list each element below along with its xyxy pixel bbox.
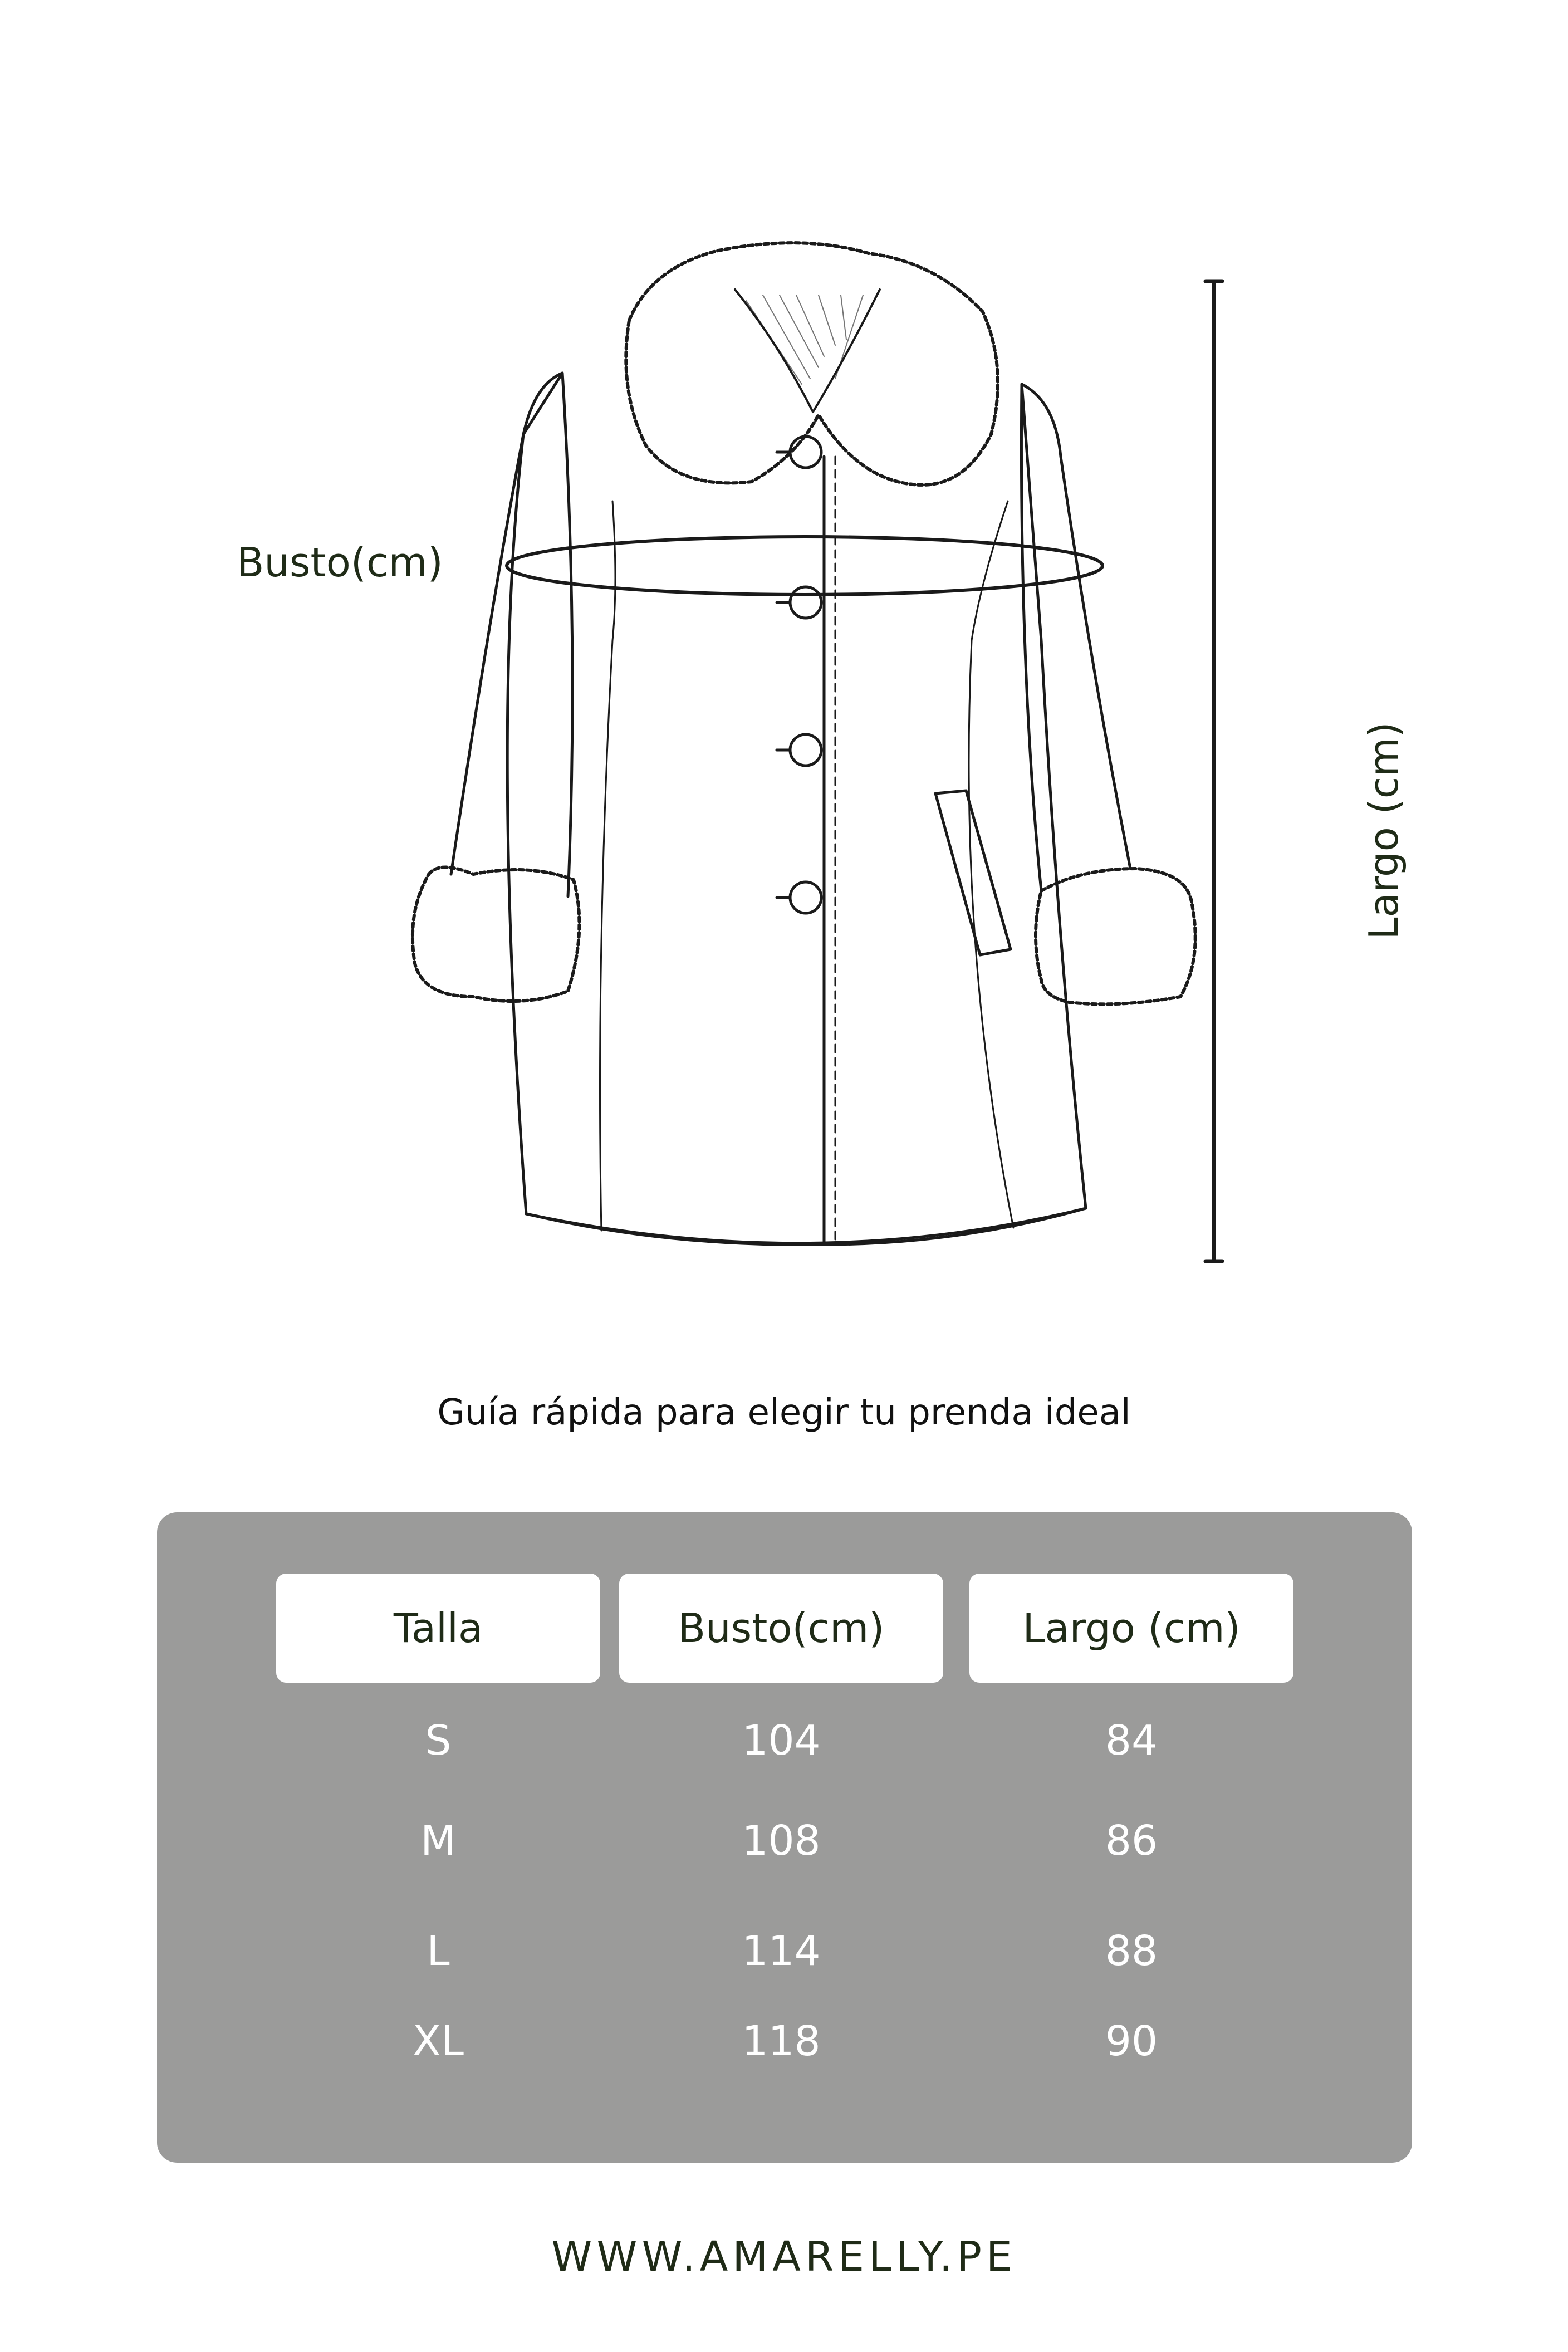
table-row [157,1713,1412,1768]
footer-url[interactable]: WWW.AMARELLY.PE [551,2233,1017,2281]
bust-cell: 108 [742,1817,821,1865]
length-measure-line [1206,281,1222,1261]
size-cell: M [420,1817,456,1865]
table-row [157,1813,1412,1869]
bust-cell: 104 [742,1717,821,1765]
size-table [157,1512,1412,2163]
pocket [935,791,1011,955]
size-cell: L [427,1927,450,1975]
header-size: Talla [276,1574,600,1683]
left-cuff [413,868,580,1002]
fur-collar [626,243,998,485]
bust-cell: 114 [742,1927,821,1975]
table-row [157,1923,1412,1979]
length-label: Largo (cm) [1360,722,1407,940]
size-cell: S [425,1717,452,1765]
coat-body [507,373,1086,1244]
header-bust: Busto(cm) [619,1574,943,1683]
guide-title: Guía rápida para elegir tu prenda ideal [437,1392,1131,1433]
bust-label: Busto(cm) [237,539,443,586]
table-row [157,2013,1412,2069]
size-cell: XL [413,2017,464,2065]
bust-cell: 118 [742,2017,821,2065]
right-sleeve [1022,384,1130,869]
length-cell: 86 [1105,1817,1158,1865]
length-cell: 90 [1105,2017,1158,2065]
buttons [777,437,821,913]
length-cell: 88 [1105,1927,1158,1975]
length-cell: 84 [1105,1717,1158,1765]
header-length: Largo (cm) [969,1574,1293,1683]
